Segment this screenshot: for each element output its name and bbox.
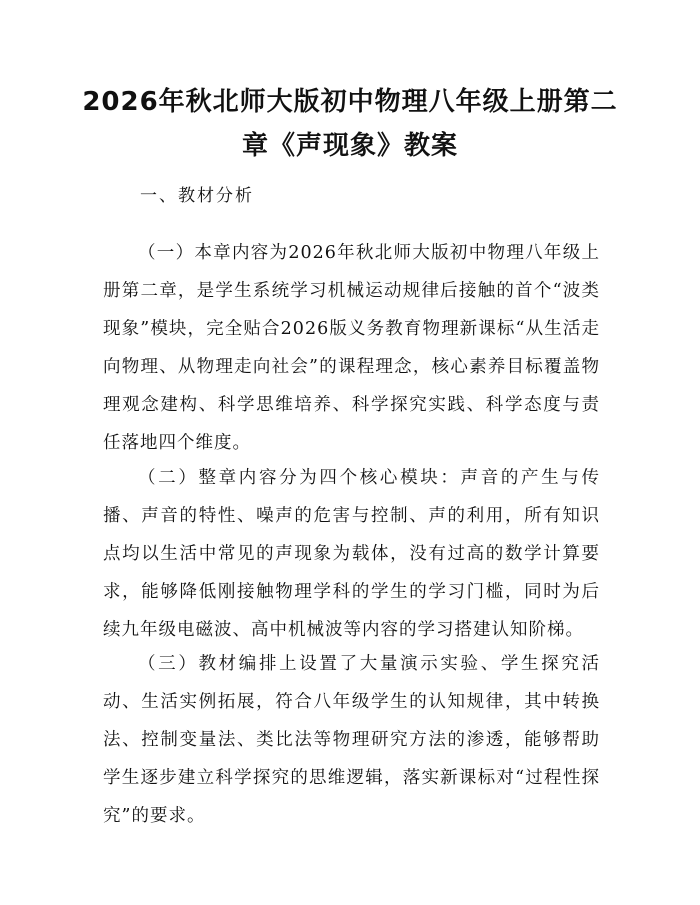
paragraph-2: （二）整章内容分为四个核心模块：声音的产生与传播、声音的特性、噪声的危害与控制、声的利用，所有知识点均以生活中常见的声现象为载体，没有过高的数学计算要求，能够降低刚接触物理学科的学生的学习门槛，同时为后续九年级电磁波、高中机械波等内容的学习搭建认知阶梯。: [103, 468, 600, 640]
document-title-line-1: 2026年秋北师大版初中物理八年级上册第二: [82, 87, 618, 117]
section-heading: 一、教材分析: [140, 186, 254, 206]
paragraph-1: （一）本章内容为2026年秋北师大版初中物理八年级上册第二章，是学生系统学习机械运动规律后接触的首个“波类现象”模块，完全贴合2026版义务教育物理新课标“从生活走向物理、从物理走向社会”的课程理念，核心素养目标覆盖物理观念建构、科学思维培养、科学探究实践、科学态度与责任落地四个维度。: [103, 243, 600, 453]
document-title-line-2: 章《声现象》教案: [241, 131, 458, 161]
paragraph-3: （三）教材编排上设置了大量演示实验、学生探究活动、生活实例拓展，符合八年级学生的认知规律，其中转换法、控制变量法、类比法等物理研究方法的渗透，能够帮助学生逐步建立科学探究的思维逻辑，落实新课标对“过程性探究”的要求。: [103, 654, 600, 826]
